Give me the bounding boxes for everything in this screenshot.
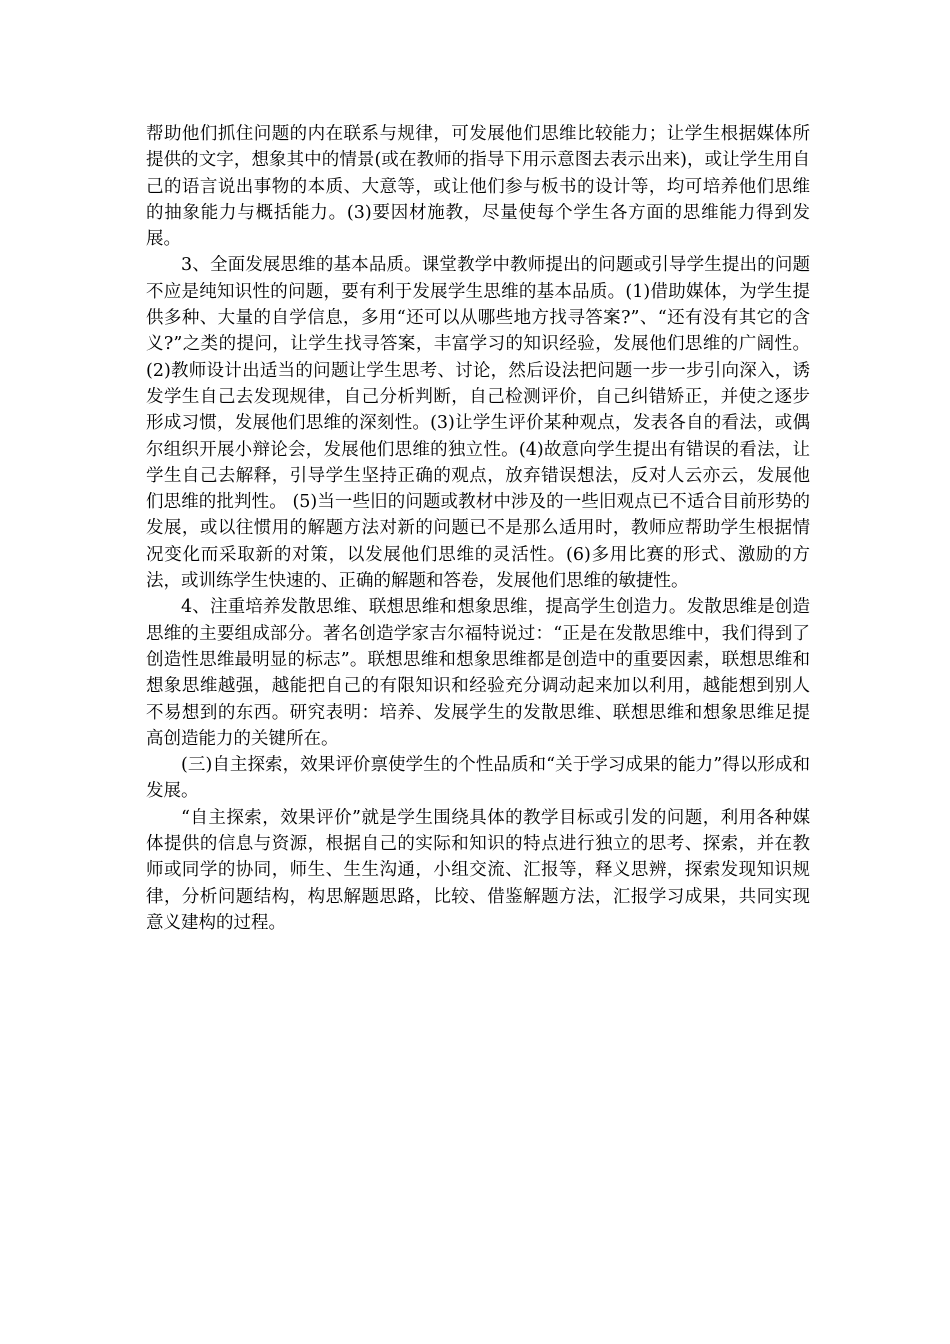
paragraph-2-basic-thinking-qualities: 3、全面发展思维的基本品质。课堂教学中教师提出的问题或引导学生提出的问题不应是纯知识性的问题，要有利于发展学生思维的基本品质。(1)借助媒体，为学生提供多种、大量的自学信息，多用“还可以从哪些地方找寻答案?”、“还有没有其它的含义?”之类的提问，让学生找寻答案，丰富学习的知识经验，发展他们思维的广阔性。(2)教师设计出适当的问题让学生思考、讨论，然后设法把问题一步一步引向深入，诱发学生自己去发现规律，自己分析判断，自己检测评价，自己纠错矫正，并使之逐步形成习惯，发展他们思维的深刻性。(3)让学生评价某种观点，发表各自的看法，或偶尔组织开展小辩论会，发展他们思维的独立性。(4)故意向学生提出有错误的看法，让学生自己去解释，引导学生坚持正确的观点，放弃错误想法，反对人云亦云，发展他们思维的批判性。 (5)当一些旧的问题或教材中涉及的一些旧观点已不适合目前形势的发展，或以往惯用的解题方法对新的问题已不是那么适用时，教师应帮助学生根据情况变化而采取新的对策，以发展他们思维的灵活性。(6)多用比赛的形式、激励的方法，或训练学生快速的、正确的解题和答卷，发展他们思维的敏捷性。 (146, 255, 810, 592)
paragraph-5-autonomous-exploration: “自主探索，效果评价”就是学生围绕具体的教学目标或引发的问题，利用各种媒体提供的信息与资源，根据自己的实际和知识的特点进行独立的思考、探索，并在教师或同学的协同，师生、生生沟通，小组交流、汇报等，释义思辨，探索发现知识规律，分析问题结构，构思解题思路，比较、借鉴解题方法，汇报学习成果，共同实现意义建构的过程。 (146, 807, 810, 933)
paragraph-4-section-heading: (三)自主探索，效果评价禀使学生的个性品质和“关于学习成果的能力”得以形成和发展。 (146, 755, 810, 802)
document-page (146, 121, 810, 936)
paragraph-1: 帮助他们抓住问题的内在联系与规律，可发展他们思维比较能力；让学生根据媒体所提供的文字，想象其中的情景(或在教师的指导下用示意图去表示出来)，或让学生用自己的语言说出事物的本质、大意等，或让他们参与板书的设计等，均可培养他们思维的抽象能力与概括能力。(3)要因材施教，尽量使每个学生各方面的思维能力得到发展。 (146, 124, 810, 250)
paragraph-3-divergent-thinking: 4、注重培养发散思维、联想思维和想象思维，提高学生创造力。发散思维是创造思维的主要组成部分。著名创造学家吉尔福特说过：“正是在发散思维中，我们得到了创造性思维最明显的标志”。联想思维和想象思维都是创造中的重要因素，联想思维和想象思维越强，越能把自己的有限知识和经验充分调动起来加以利用，越能想到别人不易想到的东西。研究表明：培养、发展学生的发散思维、联想思维和想象思维足提高创造能力的关键所在。 (146, 597, 810, 749)
